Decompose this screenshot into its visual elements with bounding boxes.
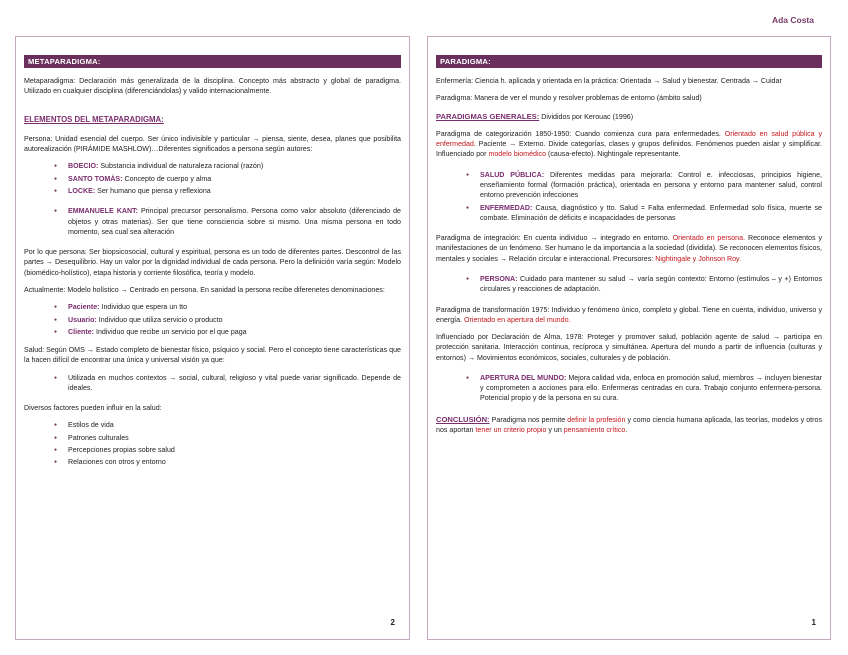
denominaciones-list bbox=[54, 302, 401, 337]
kant-list bbox=[54, 206, 401, 237]
list-item: ● APERTURA DEL MUNDO: Mejora calidad vida, enfoca en promoción salud, miembros → incluyen bienestar y comprometen a acciones para ello. Enfermeras centradas en cura. Trabajo conjunto enfermera-persona. Potencial propio y de la persona en su cura. bbox=[466, 373, 822, 404]
section-banner-metaparadigma: METAPARADIGMA: bbox=[24, 55, 401, 68]
factores-list bbox=[54, 420, 401, 467]
page-number: 1 bbox=[811, 618, 816, 628]
list-item: ● BOECIO: Substancia individual de naturaleza racional (razón) bbox=[54, 161, 401, 171]
list-item: ● ENFERMEDAD: Causa, diagnóstico y tto. Salud = Falta enfermedad. Enfermedad solo física, muerte se combate. Eliminación de déficits e incapacidades de personas bbox=[466, 203, 822, 224]
list-item: ● Cliente: Individuo que recibe un servicio por el que paga bbox=[54, 327, 401, 337]
list-item: ● Utilizada en muchos contextos → social, cultural, religioso y vital puede variar significado. Depende de ideales. bbox=[54, 373, 401, 394]
list-item: ● PERSONA: Cuidado para mantener su salud → varía según contexto: Entorno (estímulos – y +) Entornos circulares y reacciones de adaptación. bbox=[466, 274, 822, 295]
apertura-list bbox=[466, 373, 822, 404]
factores-intro: Diversos factores pueden influir en la salud: bbox=[24, 404, 162, 413]
page-left bbox=[15, 36, 410, 640]
persona-paragraph: Por lo que persona: Ser biopsicosocial, cultural y espiritual, persona es un todo de diferentes partes. Descontrol de las partes → Desequilibrio. Hay un valor por la dignidad individual de cada persona. Pero la definición varía según: Modelo (biomédico-holístico), etapa historia y corriente filosófica, teoría y modelo. bbox=[24, 248, 401, 277]
transformacion-paragraph: Paradigma de transformación 1975: Individuo y fenómeno único, completo y global. Tiene en cuenta, individuo, universo y energía. Orientado en apertura del mundo. bbox=[436, 305, 822, 324]
integracion-list bbox=[466, 274, 822, 295]
section-banner-paradigma: PARADIGMA: bbox=[436, 55, 822, 68]
categorizacion-paragraph: Paradigma de categorización 1850-1950: Cuando comienza cura para enfermedades. Orientado en salud pública y enfermedad. Paciente → Externo. Divide categorías, clases y grupos definidos. Fenómenos pueden aislar y simplificar. Influenciado por modelo biomédico (causa-efecto). Nightingale representante. bbox=[436, 129, 822, 159]
list-item: ● Percepciones propias sobre salud bbox=[54, 445, 401, 455]
elementos-heading: ELEMENTOS DEL METAPARADIGMA: bbox=[24, 114, 164, 124]
persona-intro: Persona: Unidad esencial del cuerpo. Ser único indivisible y particular → piensa, siente, desea, planes que posibilita autorealización (PIRÁMIDE MASHLOW)…Diferentes significados a persona según autores: bbox=[24, 134, 401, 154]
list-item: ● Paciente: Individuo que espera un tto bbox=[54, 302, 401, 312]
enfermeria-paragraph: Enfermería: Ciencia h. aplicada y orientada en la práctica: Orientada → Salud y bienestar. Centrada → Cuidar bbox=[436, 77, 782, 85]
salud-list bbox=[54, 373, 401, 394]
alma-paragraph: Influenciado por Declaración de Alma, 1978: Proteger y promover salud, población agente de salud → participa en protección sanitaria. Interacción continua, recíproca y simultánea. Apertura del mundo a partir de influencia (culturas y entornos) → Movimientos económicos, sociales, culturales y de población. bbox=[436, 333, 822, 362]
integracion-paragraph: Paradigma de integración: En cuenta individuo → integrado en entorno. Orientado en persona. Reconoce elementos y manifestaciones de un fenómeno. Ser humano le da importancia a la sociedad (dividida). Se reconocen elementos físicos, mentales y sociales → Relación circular e interaccional. Precursores: Nightingale y Johnson Roy. bbox=[436, 234, 822, 263]
page-number: 2 bbox=[390, 618, 395, 628]
categorizacion-list bbox=[466, 170, 822, 223]
list-item: ● SANTO TOMÁS: Concepto de cuerpo y alma bbox=[54, 174, 401, 184]
page-right bbox=[427, 36, 831, 640]
metaparadigma-intro: Metaparadigma: Declaración más generalizada de la disciplina. Concepto más abstracto y global de paradigma. Utilizado en cualquier disciplina (diferenciándolas) y valido internacionalmente. bbox=[24, 77, 401, 96]
authors-list bbox=[54, 161, 401, 196]
conclusion-paragraph: CONCLUSIÓN: Paradigma nos permite definir la profesión y como ciencia humana aplicada, las teorías, modelos y otros nos aportan tener un criterio propio y un pensamiento crítico. bbox=[436, 414, 823, 435]
list-item: ● EMMANUELE KANT: Principal precursor personalismo. Persona como valor absoluto (diferenciado de objetos y otras materias). Ser que tiene consciencia sobre si mismo. Una misma persona en todo momento, sea cual sea alteración bbox=[54, 206, 401, 237]
paradigmas-generales-line: PARADIGMAS GENERALES: Divididos por Kerouac (1996) bbox=[436, 111, 634, 121]
list-item: ● SALUD PÚBLICA: Diferentes medidas para mejorarla: Control e. infecciosas, principios higiene, enseñamiento formal (formación práctica), orientada en persona y entorno para mantener salud, control entorno prevención infecciones bbox=[466, 170, 822, 201]
paradigma-definition: Paradigma: Manera de ver el mundo y resolver problemas de entorno (ámbito salud) bbox=[436, 94, 702, 103]
salud-paragraph: Salud: Según OMS → Estado completo de bienestar físico, psíquico y social. Pero el concepto tiene características que la hacen difícil de encontrar una única y universal visión ya que: bbox=[24, 346, 401, 365]
author-name: Ada Costa bbox=[771, 15, 814, 25]
actual-paragraph: Actualmente: Modelo holístico → Centrado en persona. En sanidad la persona recibe diferenetes denominaciones: bbox=[24, 285, 385, 294]
list-item: ● Patrones culturales bbox=[54, 433, 401, 443]
list-item: ● Usuario: Individuo que utiliza servicio o producto bbox=[54, 315, 401, 325]
list-item: ● LOCKE: Ser humano que piensa y reflexiona bbox=[54, 186, 401, 196]
list-item: ● Relaciones con otros y entorno bbox=[54, 457, 401, 467]
list-item: ● Estilos de vida bbox=[54, 420, 401, 430]
